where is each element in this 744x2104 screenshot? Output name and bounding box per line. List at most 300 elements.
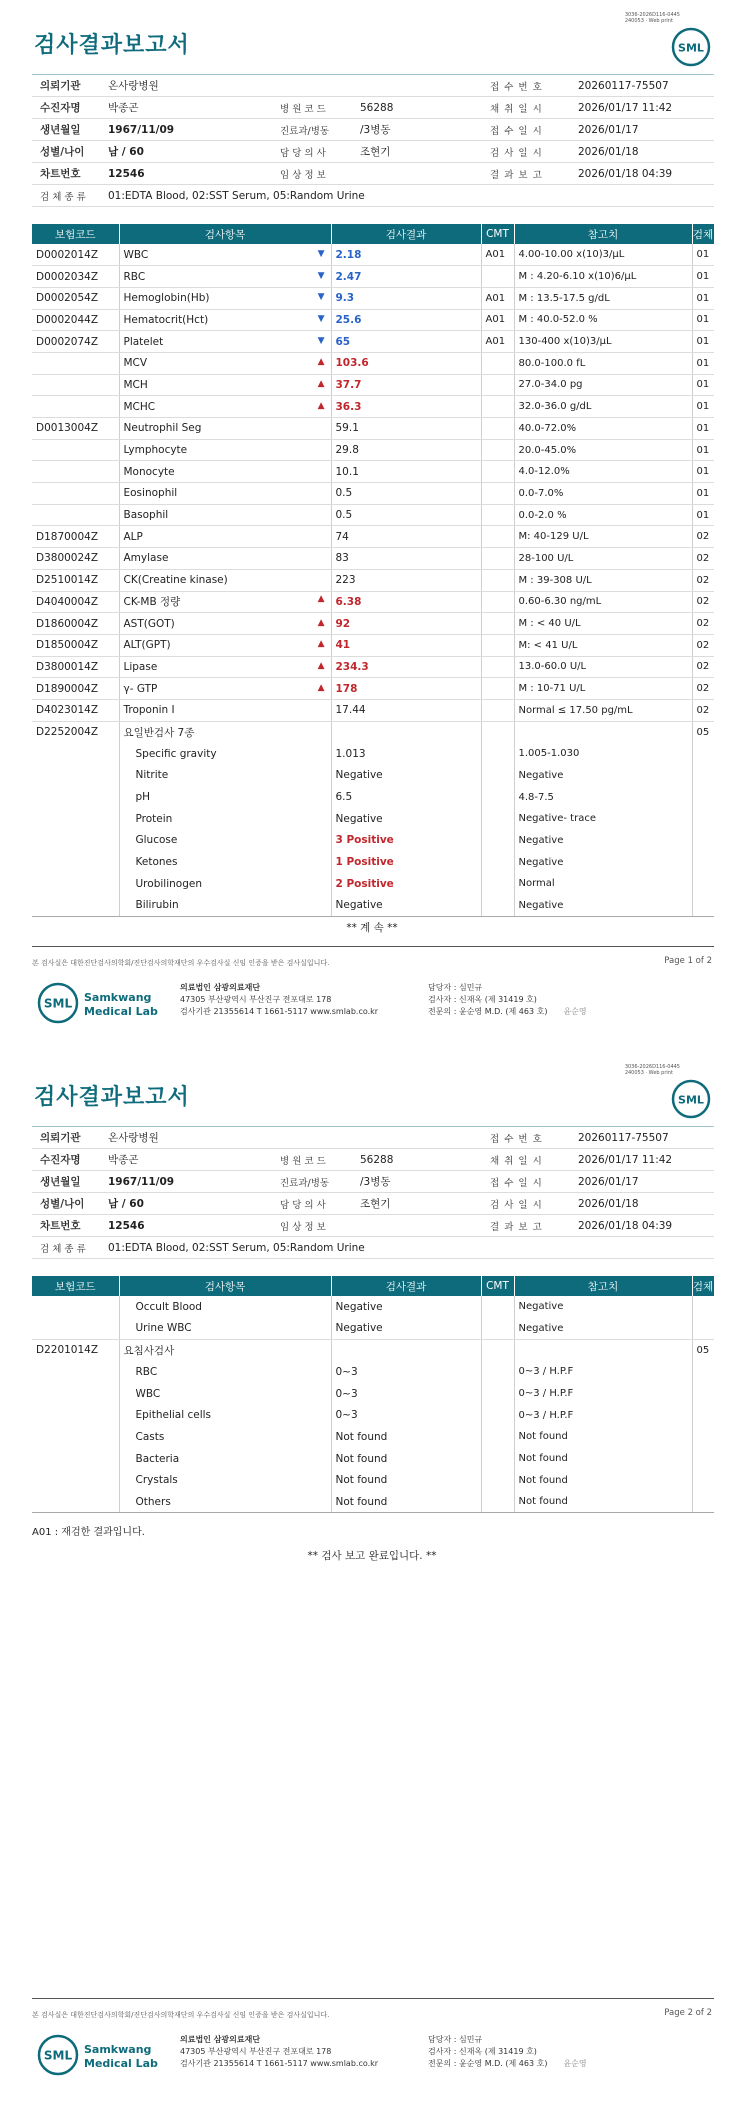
insurance-code	[32, 808, 119, 830]
test-item	[119, 526, 331, 548]
samkwang-logo-icon	[36, 980, 166, 1026]
result-row	[32, 461, 714, 483]
result-row	[32, 1491, 714, 1513]
result-row	[32, 1404, 714, 1426]
insurance-code	[32, 461, 119, 483]
test-item	[119, 634, 331, 656]
reference-range: Normal ≤ 17.50 pg/mL	[514, 699, 692, 721]
reference-range: M : 10-71 U/L	[514, 678, 692, 700]
report-complete-note: ** 검사 보고 완료입니다. **	[307, 1550, 437, 1562]
comment-code	[481, 786, 514, 808]
test-item	[119, 808, 331, 830]
print-code: 3036-2026D116-0445 240053 · Web print	[624, 1064, 680, 1076]
insurance-code	[32, 765, 119, 787]
test-item	[119, 786, 331, 808]
test-item	[119, 678, 331, 700]
reference-range: Negative	[514, 1318, 692, 1340]
svg-text:Samkwang: Samkwang	[84, 991, 152, 1004]
result-row	[32, 1361, 714, 1383]
comment-code: A01	[481, 287, 514, 309]
reference-range: M: < 41 U/L	[514, 634, 692, 656]
test-item	[119, 548, 331, 570]
result-row	[32, 266, 714, 288]
test-item	[119, 309, 331, 331]
specimen-code	[692, 830, 714, 852]
test-item	[119, 743, 331, 765]
insurance-code: D1860004Z	[32, 613, 119, 635]
page-number: Page 2 of 2	[664, 2008, 712, 2018]
result-row	[32, 526, 714, 548]
col-header-reference: 참고치	[514, 224, 692, 244]
insurance-code: D1850004Z	[32, 634, 119, 656]
result-row	[32, 721, 714, 743]
signature: 윤순영	[563, 1007, 587, 1016]
comment-code	[481, 1491, 514, 1513]
result-row	[32, 851, 714, 873]
insurance-code	[32, 830, 119, 852]
result-row	[32, 1470, 714, 1492]
test-result: 0.5	[331, 483, 481, 505]
test-result: Not found	[331, 1470, 481, 1492]
specimen-code	[692, 1404, 714, 1426]
report-page-2	[0, 1052, 744, 2104]
comment-code	[481, 266, 514, 288]
svg-text:Medical Lab: Medical Lab	[84, 2057, 158, 2070]
specimen-code: 02	[692, 526, 714, 548]
insurance-code	[32, 504, 119, 526]
test-result: 10.1	[331, 461, 481, 483]
result-row	[32, 439, 714, 461]
test-item	[119, 1448, 331, 1470]
insurance-code: D0002044Z	[32, 309, 119, 331]
test-item-label: Glucose	[135, 834, 178, 847]
insurance-code: D0002054Z	[32, 287, 119, 309]
insurance-code	[32, 1491, 119, 1513]
test-item	[119, 418, 331, 440]
test-item-label: Neutrophil Seg	[123, 422, 202, 435]
test-result: 17.44	[331, 699, 481, 721]
specimen-code: 01	[692, 309, 714, 331]
result-row	[32, 808, 714, 830]
reference-range: 1.005-1.030	[514, 743, 692, 765]
col-header-specimen: 검체	[692, 224, 714, 244]
specimen-code	[692, 1296, 714, 1318]
reference-range: 4.8-7.5	[514, 786, 692, 808]
test-result: 83	[331, 548, 481, 570]
comment-code	[481, 699, 514, 721]
comment-code	[481, 808, 514, 830]
test-item	[119, 483, 331, 505]
result-row	[32, 656, 714, 678]
comment-code	[481, 1339, 514, 1361]
reference-range: 32.0-36.0 g/dL	[514, 396, 692, 418]
comment-code	[481, 851, 514, 873]
test-item-label: Nitrite	[135, 769, 169, 782]
test-result: Not found	[331, 1491, 481, 1513]
test-item-label: Eosinophil	[123, 487, 178, 500]
insurance-code	[32, 374, 119, 396]
comment-code	[481, 634, 514, 656]
insurance-code	[32, 439, 119, 461]
reference-range: M : 4.20-6.10 x(10)6/μL	[514, 266, 692, 288]
test-item	[119, 1426, 331, 1448]
patient-info-table: 의뢰기관 온사랑병원 접 수 번 호 20260117-75507 수진자명 박종곤 병 원 코 드 56288 채 취 일 시 2026/01/17 11:42 생년월일 1967/11/09 진료과/병동 /3병동 접 수 일 시 2026/01/17 성별/나이 남 / 60 담 당 의 사 조현기 검 사 일 시 2026/01/18 차트번호 12546 임 상 정 보 결 과 보 고 2026/01/18 04:39 검 체 종 류 01:EDTA Blood, 02:SST Serum, 05:Random Urine	[32, 74, 714, 207]
certification-note: 본 검사실은 대한진단검사의학회/진단검사의학재단의 우수검사실 신임 인증을 받은 검사실입니다.	[32, 959, 330, 967]
specimen-code: 01	[692, 439, 714, 461]
comment-code	[481, 526, 514, 548]
test-result: 1 Positive	[331, 851, 481, 873]
comment-code	[481, 743, 514, 765]
low-flag-icon: ▼	[317, 270, 325, 281]
specimen-code	[692, 1318, 714, 1340]
test-item	[119, 830, 331, 852]
test-item	[119, 591, 331, 613]
specimen-code: 01	[692, 331, 714, 353]
insurance-code	[32, 895, 119, 917]
comment-code	[481, 613, 514, 635]
test-item	[119, 287, 331, 309]
test-item-label: Epithelial cells	[135, 1409, 212, 1422]
test-result: 0~3	[331, 1404, 481, 1426]
reference-range: 40.0-72.0%	[514, 418, 692, 440]
reference-range: Not found	[514, 1470, 692, 1492]
test-item-label: MCHC	[123, 400, 156, 413]
test-result: 0.5	[331, 504, 481, 526]
reference-range: Negative	[514, 830, 692, 852]
reference-range: 0~3 / H.P.F	[514, 1404, 692, 1426]
test-item-label: Urobilinogen	[135, 877, 202, 890]
comment-code	[481, 1448, 514, 1470]
specimen-code	[692, 1470, 714, 1492]
test-item-label: Platelet	[123, 335, 164, 348]
svg-text:Medical Lab: Medical Lab	[84, 1005, 158, 1018]
svg-text:SML: SML	[678, 41, 704, 55]
test-item-label: ALT(GPT)	[123, 639, 171, 652]
specimen-code	[692, 873, 714, 895]
col-header-cmt: CMT	[481, 1276, 514, 1296]
reference-range: M : 13.5-17.5 g/dL	[514, 287, 692, 309]
specimen-code: 01	[692, 461, 714, 483]
insurance-code: D0002074Z	[32, 331, 119, 353]
test-result: 2 Positive	[331, 873, 481, 895]
specimen-code	[692, 1383, 714, 1405]
test-item	[119, 895, 331, 917]
result-row	[32, 699, 714, 721]
col-header-reference: 참고치	[514, 1276, 692, 1296]
svg-text:Samkwang: Samkwang	[84, 2043, 152, 2056]
insurance-code	[32, 1361, 119, 1383]
test-result: 178	[331, 678, 481, 700]
test-result: 2.47	[331, 266, 481, 288]
insurance-code: D0002034Z	[32, 266, 119, 288]
test-result: Not found	[331, 1448, 481, 1470]
test-result: Negative	[331, 1296, 481, 1318]
sml-logo-icon	[670, 1078, 712, 1120]
reference-range: Not found	[514, 1426, 692, 1448]
continued-note: ** 계 속 **	[346, 922, 398, 934]
staff-info: 담당자 : 심민규 검사자 : 신재옥 (제 31419 호) 전문의 : 윤순영 M.D. (제 463 호) 윤순영	[428, 2035, 587, 2068]
lab-info: 의료법인 삼광의료재단 47305 부산광역시 부산진구 전포대로 178 검사기관 21355614 T 1661-5117 www.smlab.co.kr	[180, 2035, 379, 2068]
reference-range: 0.0-2.0 %	[514, 504, 692, 526]
specimen-code: 01	[692, 504, 714, 526]
specimen-code: 02	[692, 548, 714, 570]
test-result: 6.5	[331, 786, 481, 808]
test-item-label: Crystals	[135, 1474, 178, 1487]
insurance-code: D0013004Z	[32, 418, 119, 440]
test-item-label: MCH	[123, 378, 148, 391]
insurance-code: D4023014Z	[32, 699, 119, 721]
specimen-code	[692, 895, 714, 917]
test-result: 65	[331, 331, 481, 353]
insurance-code	[32, 1470, 119, 1492]
specimen-code	[692, 1426, 714, 1448]
comment-code: A01	[481, 309, 514, 331]
result-row	[32, 1383, 714, 1405]
test-item-label: Specific gravity	[135, 747, 217, 760]
test-item-label: Hemoglobin(Hb)	[123, 292, 210, 305]
test-result: Not found	[331, 1426, 481, 1448]
test-item	[119, 699, 331, 721]
specimen-code: 01	[692, 483, 714, 505]
high-flag-icon: ▲	[317, 378, 325, 389]
col-header-item: 검사항목	[119, 1276, 331, 1296]
test-item-label: CK(Creatine kinase)	[123, 574, 228, 587]
comment-code	[481, 483, 514, 505]
test-item-label: MCV	[123, 357, 148, 370]
col-header-item: 검사항목	[119, 224, 331, 244]
test-item	[119, 569, 331, 591]
test-item-label: Hematocrit(Hct)	[123, 313, 209, 326]
result-row	[32, 244, 714, 266]
specimen-code: 05	[696, 726, 710, 738]
test-item	[119, 439, 331, 461]
test-item	[119, 1404, 331, 1426]
specimen-code: 01	[692, 418, 714, 440]
test-result: 25.6	[331, 309, 481, 331]
reference-range: 130-400 x(10)3/μL	[514, 331, 692, 353]
high-flag-icon: ▲	[317, 357, 325, 368]
reference-range: 0.60-6.30 ng/mL	[514, 591, 692, 613]
high-flag-icon: ▲	[317, 594, 325, 605]
test-item	[119, 331, 331, 353]
insurance-code: D3800024Z	[32, 548, 119, 570]
test-item	[119, 352, 331, 374]
test-item-label: WBC	[123, 248, 149, 261]
test-item	[119, 396, 331, 418]
results-table-page-1	[32, 224, 715, 917]
specimen-code: 02	[692, 634, 714, 656]
test-item-label: Troponin I	[123, 704, 175, 717]
specimen-code: 01	[692, 352, 714, 374]
comment-code	[481, 1361, 514, 1383]
result-row	[32, 352, 714, 374]
specimen-code: 02	[692, 569, 714, 591]
test-result	[331, 1339, 481, 1361]
comment-code	[481, 569, 514, 591]
page-number: Page 1 of 2	[664, 956, 712, 966]
result-row	[32, 743, 714, 765]
test-item	[119, 1339, 331, 1361]
insurance-code: D2252004Z	[32, 721, 119, 743]
test-item-label: Amylase	[123, 552, 169, 565]
test-item-label: CK-MB 정량	[123, 596, 181, 609]
result-row	[32, 1448, 714, 1470]
reference-range: M : 39-308 U/L	[514, 569, 692, 591]
insurance-code	[32, 483, 119, 505]
certification-note: 본 검사실은 대한진단검사의학회/진단검사의학재단의 우수검사실 신임 인증을 받은 검사실입니다.	[32, 2011, 330, 2019]
specimen-code: 01	[692, 374, 714, 396]
insurance-code	[32, 851, 119, 873]
test-result: 92	[331, 613, 481, 635]
specimen-code: 02	[692, 656, 714, 678]
comment-code: A01	[481, 331, 514, 353]
result-row	[32, 613, 714, 635]
insurance-code	[32, 1426, 119, 1448]
reference-range	[514, 1339, 692, 1361]
result-row	[32, 309, 714, 331]
reference-range: M : 40.0-52.0 %	[514, 309, 692, 331]
test-item	[119, 461, 331, 483]
svg-text:SML: SML	[43, 996, 73, 1011]
reference-range: 4.00-10.00 x(10)3/μL	[514, 244, 692, 266]
test-item	[119, 656, 331, 678]
reference-range: Not found	[514, 1448, 692, 1470]
insurance-code: D1890004Z	[32, 678, 119, 700]
comment-code	[481, 1470, 514, 1492]
specimen-code	[692, 765, 714, 787]
insurance-code	[32, 786, 119, 808]
comment-code	[481, 591, 514, 613]
test-item	[119, 1296, 331, 1318]
col-header-code: 보험코드	[32, 224, 119, 244]
reference-range: 27.0-34.0 pg	[514, 374, 692, 396]
reference-range: M: 40-129 U/L	[514, 526, 692, 548]
specimen-code: 01	[692, 287, 714, 309]
specimen-code	[692, 1361, 714, 1383]
low-flag-icon: ▼	[317, 335, 325, 346]
test-item	[119, 1318, 331, 1340]
test-result: 3 Positive	[331, 830, 481, 852]
test-item	[119, 873, 331, 895]
comment-code	[481, 1426, 514, 1448]
comment-code	[481, 873, 514, 895]
comment-code	[481, 1404, 514, 1426]
result-row	[32, 548, 714, 570]
result-row	[32, 569, 714, 591]
comment-code	[481, 439, 514, 461]
result-row	[32, 504, 714, 526]
comment-code	[481, 895, 514, 917]
test-item-label: Ketones	[135, 856, 178, 869]
reference-range: Negative	[514, 895, 692, 917]
specimen-code: 01	[692, 244, 714, 266]
high-flag-icon: ▲	[317, 639, 325, 650]
low-flag-icon: ▼	[317, 313, 325, 324]
test-item	[119, 765, 331, 787]
test-item	[119, 1491, 331, 1513]
specimen-code: 01	[692, 266, 714, 288]
result-row	[32, 374, 714, 396]
test-result: 59.1	[331, 418, 481, 440]
test-result: Negative	[331, 1318, 481, 1340]
test-item-label: Lipase	[123, 660, 158, 673]
comment-code	[481, 830, 514, 852]
test-item-label: 요침사검사	[123, 1344, 175, 1357]
insurance-code: D0002014Z	[32, 244, 119, 266]
specimen-code	[692, 1491, 714, 1513]
report-title: 검사결과보고서	[34, 1085, 190, 1110]
result-row	[32, 331, 714, 353]
insurance-code	[32, 396, 119, 418]
test-result: 103.6	[331, 352, 481, 374]
reference-range: 13.0-60.0 U/L	[514, 656, 692, 678]
sml-logo-icon	[670, 26, 712, 68]
specimen-code	[692, 1448, 714, 1470]
result-row	[32, 1426, 714, 1448]
reference-range: Not found	[514, 1491, 692, 1513]
staff-info: 담당자 : 심민규 검사자 : 신재옥 (제 31419 호) 전문의 : 윤순영 M.D. (제 463 호) 윤순영	[428, 983, 587, 1016]
comment-code	[481, 721, 514, 743]
insurance-code	[32, 1296, 119, 1318]
test-item	[119, 374, 331, 396]
comment-code	[481, 1318, 514, 1340]
insurance-code	[32, 1404, 119, 1426]
test-result: Negative	[331, 895, 481, 917]
a01-note: A01 : 재검한 결과입니다.	[32, 1527, 145, 1538]
insurance-code: D2201014Z	[32, 1339, 119, 1361]
specimen-code: 02	[692, 678, 714, 700]
insurance-code	[32, 1318, 119, 1340]
comment-code	[481, 548, 514, 570]
test-item	[119, 613, 331, 635]
specimen-code	[692, 851, 714, 873]
results-table-page-2	[32, 1276, 715, 1513]
svg-text:SML: SML	[43, 2048, 73, 2063]
result-row	[32, 873, 714, 895]
report-title: 검사결과보고서	[34, 33, 190, 58]
signature: 윤순영	[563, 2059, 587, 2068]
insurance-code: D1870004Z	[32, 526, 119, 548]
insurance-code: D2510014Z	[32, 569, 119, 591]
reference-range: 0.0-7.0%	[514, 483, 692, 505]
test-item-label: γ- GTP	[123, 682, 158, 695]
insurance-code	[32, 743, 119, 765]
test-item	[119, 266, 331, 288]
insurance-code: D3800014Z	[32, 656, 119, 678]
col-header-result: 검사결과	[331, 224, 481, 244]
comment-code	[481, 1296, 514, 1318]
test-item-label: AST(GOT)	[123, 617, 175, 630]
test-result: 9.3	[331, 287, 481, 309]
low-flag-icon: ▼	[317, 292, 325, 303]
test-item-label: Urine WBC	[135, 1322, 192, 1335]
insurance-code	[32, 873, 119, 895]
result-row	[32, 1339, 714, 1361]
result-row	[32, 1318, 714, 1340]
test-item-label: Casts	[135, 1430, 165, 1443]
comment-code	[481, 504, 514, 526]
test-result: 6.38	[331, 591, 481, 613]
specimen-code: 02	[692, 699, 714, 721]
specimen-code	[692, 786, 714, 808]
result-row	[32, 830, 714, 852]
comment-code	[481, 418, 514, 440]
col-header-code: 보험코드	[32, 1276, 119, 1296]
test-result: 234.3	[331, 656, 481, 678]
result-row	[32, 895, 714, 917]
test-result	[331, 721, 481, 743]
specimen-code: 05	[696, 1344, 710, 1356]
